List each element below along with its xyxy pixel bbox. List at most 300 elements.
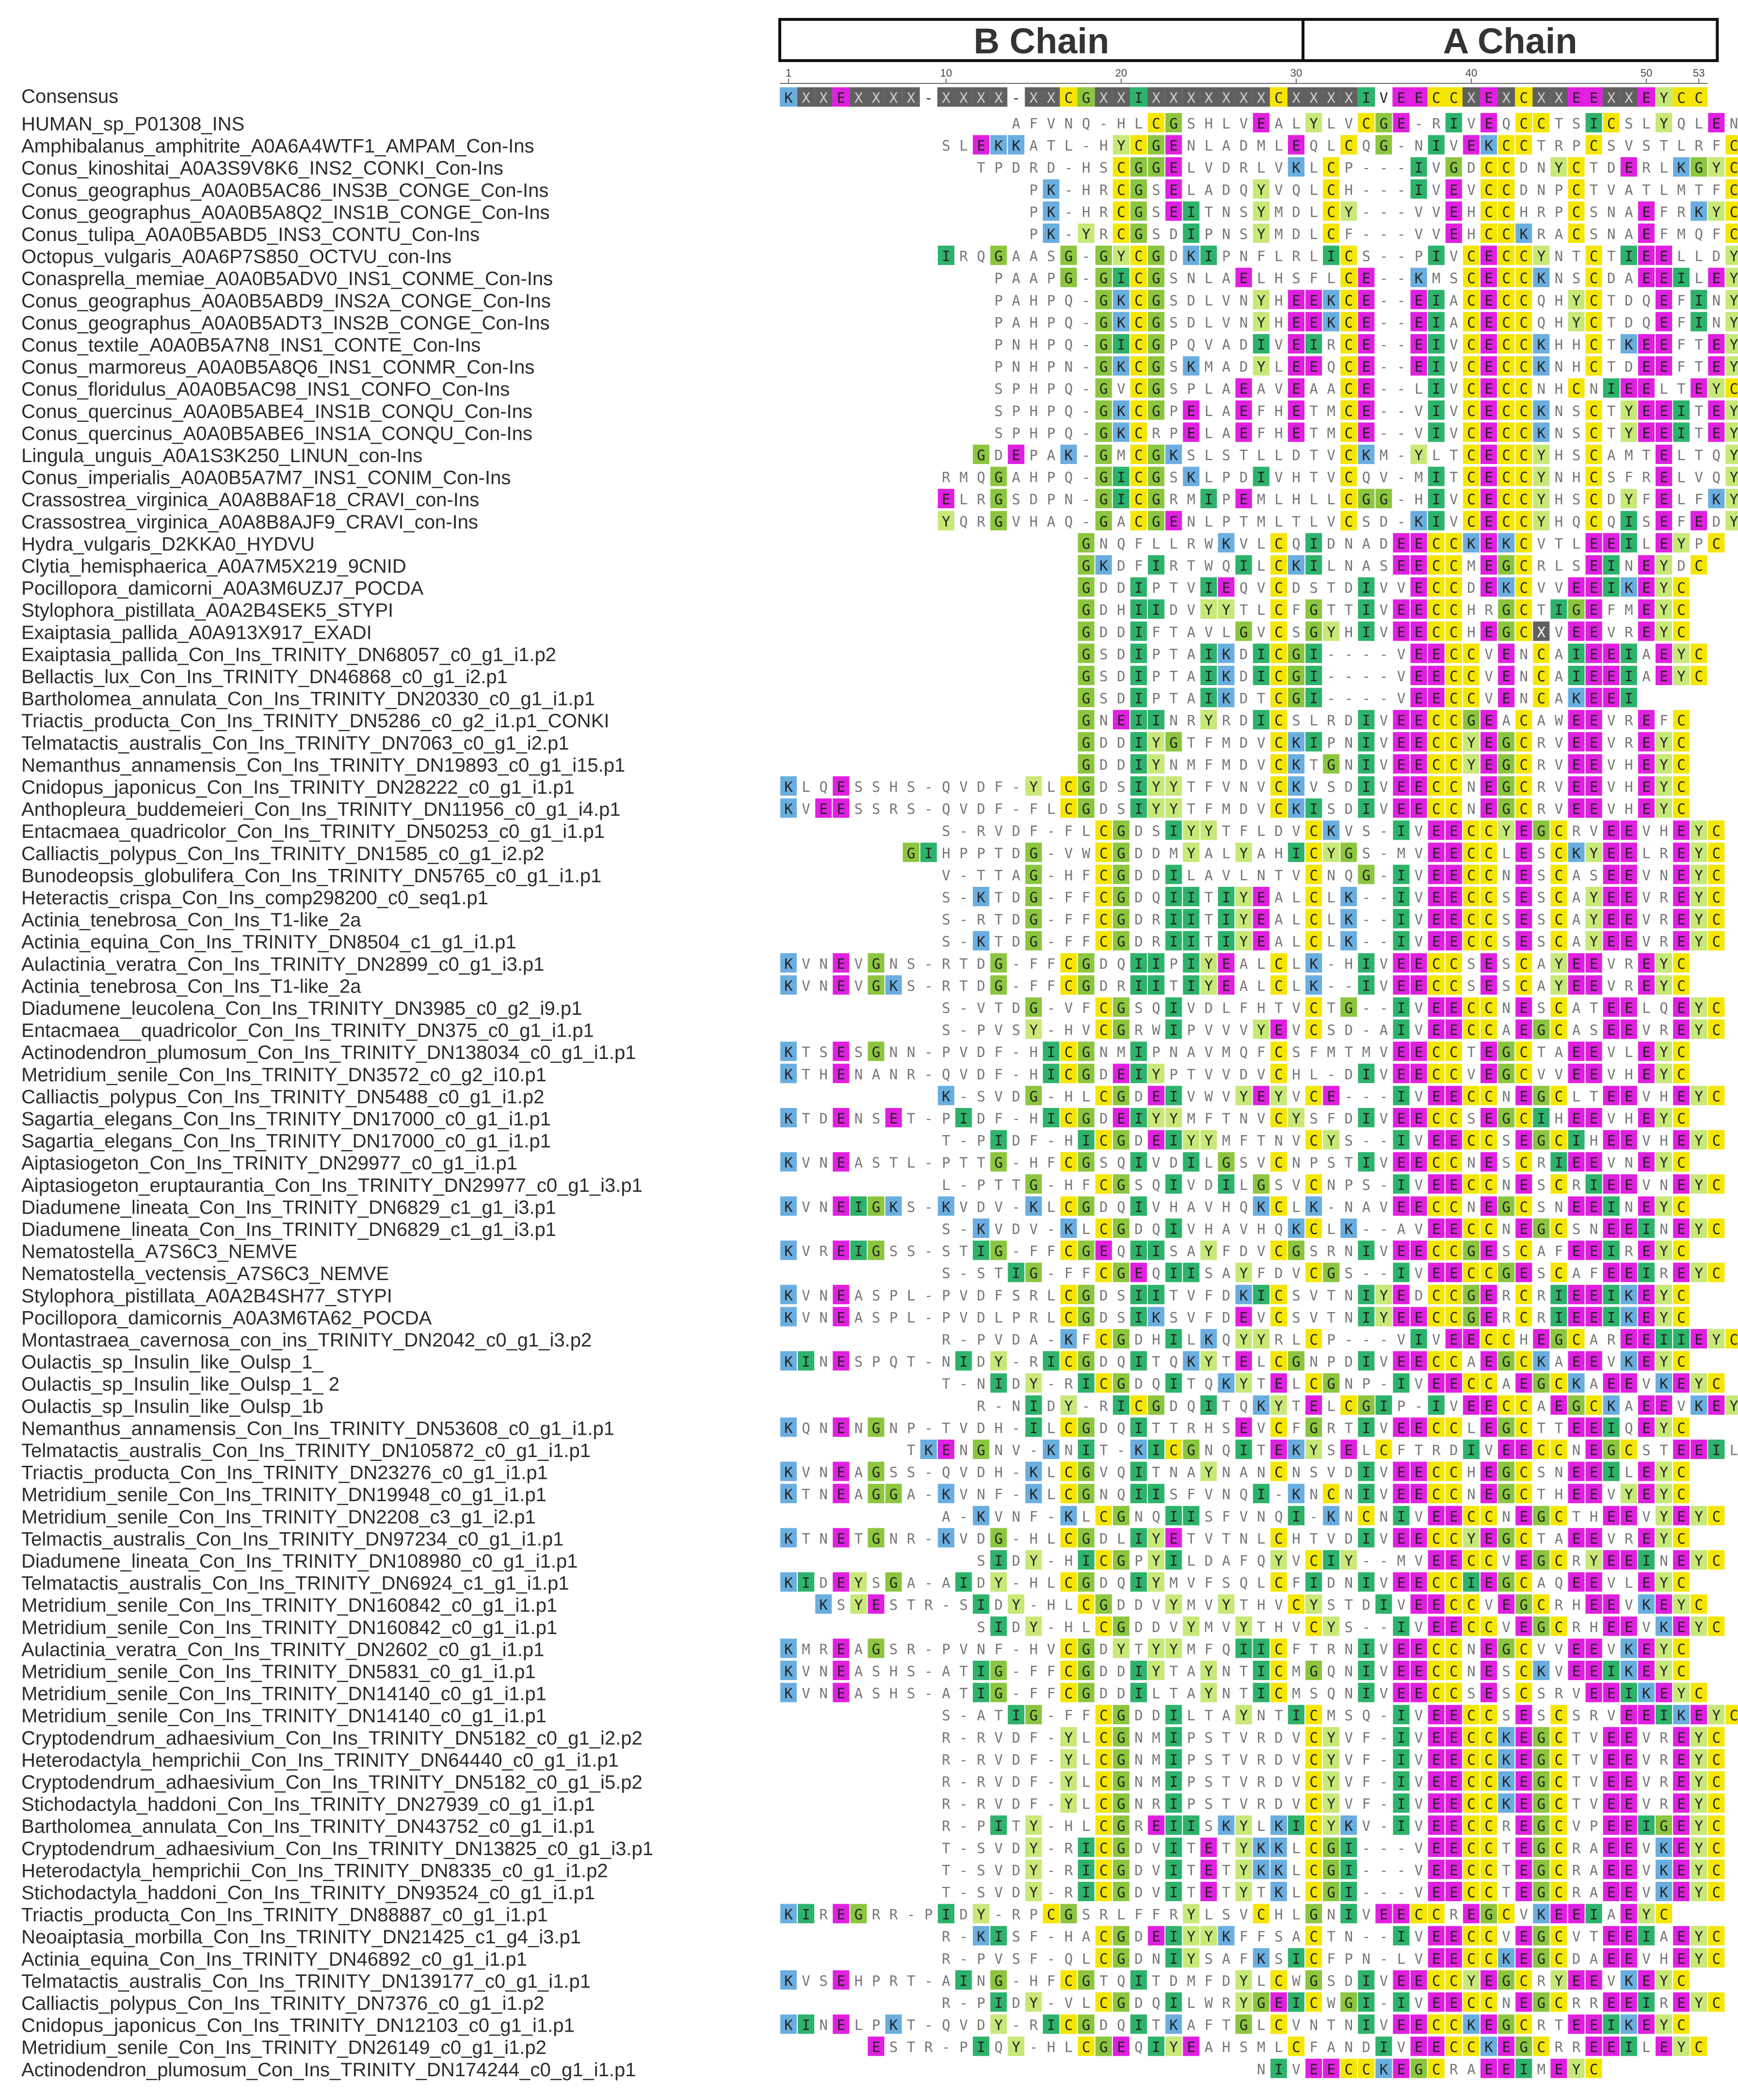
residue: R bbox=[1537, 779, 1546, 795]
residue: I bbox=[1607, 1287, 1615, 1304]
residue: Y bbox=[1730, 491, 1738, 508]
residue: C bbox=[1590, 292, 1598, 309]
residue: K bbox=[1327, 292, 1336, 309]
residue: I bbox=[1432, 469, 1440, 486]
residue: K bbox=[784, 1530, 793, 1547]
residue: K bbox=[942, 1199, 950, 1215]
consensus-residue: X bbox=[854, 90, 863, 106]
residue: L bbox=[1309, 226, 1318, 242]
residue: V bbox=[1537, 1066, 1545, 1083]
residue: E bbox=[1590, 1154, 1598, 1171]
residue: H bbox=[1625, 779, 1633, 795]
b-chain-label: B Chain bbox=[974, 21, 1110, 61]
residue: Y bbox=[1205, 1243, 1213, 1260]
sequence-name: Exaiptasia_pallida_A0A913X917_EXADI bbox=[21, 622, 372, 643]
residue: L bbox=[1327, 115, 1335, 132]
residue: A bbox=[1555, 1530, 1563, 1547]
residue: A bbox=[1537, 1243, 1545, 1260]
sequence-name: Conus_quercinus_A0A0B5ABE6_INS1A_CONQU_Con-Ins bbox=[21, 423, 532, 444]
residue: H bbox=[1555, 381, 1563, 397]
residue: R bbox=[942, 956, 950, 972]
residue: E bbox=[1484, 115, 1493, 132]
residue: I bbox=[1309, 535, 1318, 552]
residue: F bbox=[995, 1044, 1003, 1060]
residue: - bbox=[1047, 867, 1055, 883]
residue: K bbox=[995, 138, 1003, 154]
residue: M bbox=[1205, 359, 1213, 375]
residue: E bbox=[1432, 933, 1440, 950]
residue: D bbox=[1152, 867, 1160, 883]
residue: C bbox=[1520, 381, 1528, 397]
residue: T bbox=[1222, 1354, 1230, 1370]
residue: G bbox=[1502, 558, 1510, 574]
residue: E bbox=[1520, 889, 1528, 906]
residue: H bbox=[1555, 337, 1563, 353]
residue: G bbox=[1117, 1000, 1125, 1016]
residue: K bbox=[1170, 447, 1178, 464]
residue: E bbox=[1642, 1243, 1650, 1260]
residue: E bbox=[1432, 646, 1440, 662]
residue: - bbox=[1380, 160, 1388, 176]
residue: G bbox=[1502, 1641, 1510, 1657]
residue: L bbox=[802, 779, 810, 795]
residue: C bbox=[1590, 425, 1598, 441]
residue: S bbox=[872, 1309, 880, 1326]
sequence-row bbox=[995, 312, 1738, 331]
residue: - bbox=[1012, 1199, 1020, 1215]
residue: C bbox=[1677, 1199, 1685, 1215]
residue: N bbox=[1467, 1199, 1475, 1215]
residue: E bbox=[1572, 801, 1580, 818]
residue: - bbox=[1047, 845, 1055, 862]
residue: M bbox=[1187, 1641, 1195, 1657]
residue: N bbox=[1012, 359, 1020, 375]
residue: E bbox=[1677, 1553, 1685, 1569]
residue: Y bbox=[1695, 867, 1703, 883]
residue: I bbox=[1362, 956, 1370, 972]
residue: Q bbox=[1117, 956, 1125, 972]
residue: G bbox=[1327, 756, 1335, 773]
residue: D bbox=[1625, 292, 1633, 309]
residue: V bbox=[802, 801, 810, 818]
residue: G bbox=[1030, 1265, 1038, 1282]
residue: - bbox=[1012, 1044, 1020, 1060]
residue: D bbox=[1274, 823, 1283, 839]
residue: P bbox=[872, 1354, 880, 1370]
residue: - bbox=[924, 1641, 933, 1657]
residue: A bbox=[1625, 226, 1633, 242]
residue: P bbox=[1695, 535, 1703, 552]
residue: C bbox=[1064, 1575, 1073, 1591]
residue: E bbox=[1397, 558, 1405, 574]
residue: G bbox=[1117, 1508, 1125, 1525]
residue: G bbox=[1345, 1000, 1353, 1016]
residue: G bbox=[1467, 1243, 1475, 1260]
residue: N bbox=[942, 1354, 950, 1370]
residue: G bbox=[1099, 359, 1108, 375]
consensus-residue: X bbox=[907, 90, 916, 106]
residue: K bbox=[1117, 314, 1126, 331]
residue: Y bbox=[1712, 204, 1721, 220]
residue: P bbox=[1152, 580, 1160, 596]
residue: I bbox=[1222, 1177, 1230, 1193]
residue: G bbox=[1152, 381, 1160, 397]
sequence-row bbox=[907, 1440, 1738, 1459]
residue: E bbox=[1327, 1088, 1335, 1105]
residue: N bbox=[1327, 867, 1335, 883]
residue: F bbox=[995, 801, 1003, 818]
residue: C bbox=[1712, 1022, 1721, 1039]
residue: C bbox=[1590, 337, 1598, 353]
residue: R bbox=[907, 1530, 916, 1547]
residue: Q bbox=[1502, 115, 1510, 132]
residue: G bbox=[1099, 469, 1108, 486]
residue: F bbox=[1205, 735, 1213, 751]
residue: G bbox=[1134, 160, 1143, 176]
residue: G bbox=[1152, 248, 1160, 265]
residue: H bbox=[1257, 1000, 1265, 1016]
residue: A bbox=[1642, 668, 1650, 685]
residue: V bbox=[1205, 1486, 1213, 1503]
residue: D bbox=[1625, 314, 1633, 331]
residue: C bbox=[1064, 1110, 1073, 1127]
sequence-row bbox=[942, 1174, 1724, 1194]
residue: P bbox=[942, 1044, 950, 1060]
residue: I bbox=[977, 1597, 985, 1613]
residue: - bbox=[924, 1464, 933, 1481]
residue: T bbox=[1467, 1044, 1475, 1060]
residue: S bbox=[820, 1044, 828, 1060]
residue: K bbox=[1064, 1508, 1073, 1525]
residue: E bbox=[1239, 1420, 1248, 1436]
residue: S bbox=[837, 1597, 845, 1613]
residue: E bbox=[837, 1110, 845, 1127]
residue: E bbox=[1415, 1486, 1423, 1503]
residue: Y bbox=[1239, 933, 1248, 950]
residue: V bbox=[1607, 1575, 1615, 1591]
residue: G bbox=[1117, 1177, 1125, 1193]
residue: A bbox=[854, 1309, 863, 1326]
residue: T bbox=[1257, 690, 1265, 707]
residue: G bbox=[1292, 668, 1300, 685]
residue: R bbox=[1170, 558, 1178, 574]
residue: I bbox=[1362, 735, 1370, 751]
residue: D bbox=[1712, 248, 1721, 265]
residue: I bbox=[1047, 1110, 1055, 1127]
residue: E bbox=[1572, 1110, 1580, 1127]
residue: N bbox=[1064, 359, 1073, 375]
residue: I bbox=[1117, 469, 1125, 486]
residue: I bbox=[1170, 823, 1178, 839]
residue: L bbox=[1309, 491, 1318, 508]
residue: E bbox=[1590, 779, 1598, 795]
residue: D bbox=[1327, 1575, 1335, 1591]
residue: Q bbox=[1222, 1331, 1230, 1348]
residue: H bbox=[1274, 314, 1283, 331]
consensus-residue: X bbox=[1537, 90, 1546, 106]
residue: E bbox=[837, 978, 845, 994]
residue: D bbox=[1012, 933, 1020, 950]
residue: V bbox=[1415, 1376, 1423, 1392]
residue: E bbox=[1537, 1331, 1545, 1348]
residue: V bbox=[1309, 1287, 1318, 1304]
residue: E bbox=[1397, 602, 1405, 618]
residue: Q bbox=[1239, 1044, 1248, 1060]
residue: A bbox=[1205, 182, 1213, 198]
residue: E bbox=[1572, 1066, 1580, 1083]
residue: V bbox=[1064, 845, 1073, 862]
sequence-name: Metridium_senile_Con_Ins_TRINITY_DN19948_c0_g1_i1.p1 bbox=[21, 1484, 547, 1506]
residue: I bbox=[1134, 712, 1143, 729]
residue: C bbox=[1467, 1597, 1475, 1613]
residue: S bbox=[942, 1243, 950, 1260]
residue: N bbox=[1502, 1221, 1510, 1237]
residue: M bbox=[1222, 735, 1230, 751]
residue: D bbox=[1292, 580, 1300, 596]
residue: V bbox=[959, 1199, 967, 1215]
residue: E bbox=[1397, 1530, 1405, 1547]
residue: N bbox=[1555, 248, 1563, 265]
residue: Q bbox=[1064, 513, 1073, 530]
residue: N bbox=[1187, 270, 1195, 287]
residue: - bbox=[1012, 1641, 1020, 1657]
residue: F bbox=[1082, 1177, 1090, 1193]
residue: C bbox=[1502, 314, 1510, 331]
residue: V bbox=[1239, 535, 1248, 552]
residue: T bbox=[1170, 978, 1178, 994]
residue: G bbox=[1537, 1133, 1545, 1149]
sequence-name: Montastraea_cavernosa_con_ins_TRINITY_DN2042_c0_g1_i3.p2 bbox=[21, 1330, 592, 1351]
residue: Q bbox=[1659, 1000, 1668, 1016]
residue: I bbox=[1152, 1486, 1160, 1503]
residue: H bbox=[1064, 1088, 1073, 1105]
residue: E bbox=[1520, 912, 1528, 928]
residue: T bbox=[1257, 1442, 1265, 1459]
residue: G bbox=[1082, 535, 1090, 552]
residue: P bbox=[995, 314, 1003, 331]
residue: A bbox=[1187, 1199, 1195, 1215]
residue: V bbox=[1030, 1221, 1038, 1237]
residue: I bbox=[1170, 1376, 1178, 1392]
residue: V bbox=[1274, 160, 1283, 176]
residue: - bbox=[1380, 1553, 1388, 1569]
residue: G bbox=[1117, 867, 1125, 883]
residue: R bbox=[977, 513, 985, 530]
residue: K bbox=[1047, 182, 1056, 198]
residue: R bbox=[1625, 735, 1633, 751]
residue: K bbox=[1327, 314, 1336, 331]
residue: C bbox=[1537, 1597, 1545, 1613]
residue: T bbox=[1677, 381, 1685, 397]
sequence-name: Conus_geographus_A0A0B5ABD9_INS2A_CONGE_Con-Ins bbox=[21, 290, 551, 312]
residue: C bbox=[1099, 1376, 1108, 1392]
residue: - bbox=[1362, 933, 1370, 950]
residue: C bbox=[1345, 403, 1353, 419]
residue: C bbox=[1712, 912, 1721, 928]
residue: Y bbox=[1659, 1486, 1668, 1503]
residue: V bbox=[1607, 1066, 1615, 1083]
residue: E bbox=[837, 1486, 845, 1503]
residue: R bbox=[1170, 491, 1178, 508]
residue: G bbox=[1327, 1376, 1335, 1392]
residue: T bbox=[959, 1243, 967, 1260]
residue: N bbox=[1012, 1398, 1020, 1414]
residue: V bbox=[1432, 160, 1440, 176]
residue: Y bbox=[1257, 226, 1265, 242]
residue: F bbox=[1064, 889, 1073, 906]
sequence-name: Conasprella_memiae_A0A0B5ADV0_INS1_CONME_Con-Ins bbox=[21, 268, 553, 289]
residue: E bbox=[1659, 403, 1668, 419]
residue: L bbox=[1205, 314, 1213, 331]
residue: C bbox=[1274, 1199, 1283, 1215]
residue: Y bbox=[1695, 1619, 1703, 1635]
residue: E bbox=[837, 1309, 845, 1326]
residue: I bbox=[1415, 160, 1423, 176]
residue: L bbox=[1415, 381, 1423, 397]
residue: F bbox=[1082, 1331, 1090, 1348]
residue: S bbox=[1170, 270, 1178, 287]
residue: C bbox=[1520, 1641, 1528, 1657]
residue: Y bbox=[1380, 1309, 1388, 1326]
residue: L bbox=[1327, 933, 1335, 950]
residue: F bbox=[1309, 270, 1318, 287]
residue: S bbox=[1537, 1199, 1545, 1215]
residue: I bbox=[1134, 756, 1143, 773]
residue: E bbox=[1397, 1309, 1405, 1326]
sequence-row bbox=[1078, 732, 1690, 752]
residue: F bbox=[1082, 1265, 1090, 1282]
residue: E bbox=[1642, 1398, 1650, 1414]
residue: I bbox=[1117, 491, 1125, 508]
residue: Y bbox=[1659, 624, 1668, 641]
residue: C bbox=[1555, 1088, 1563, 1105]
residue: I bbox=[1134, 580, 1143, 596]
residue: R bbox=[1607, 1331, 1616, 1348]
residue: - bbox=[1362, 690, 1370, 707]
residue: S bbox=[872, 1287, 880, 1304]
residue: V bbox=[1327, 469, 1335, 486]
residue: C bbox=[1327, 1486, 1335, 1503]
residue: - bbox=[959, 1376, 967, 1392]
residue: S bbox=[942, 1000, 950, 1016]
residue: E bbox=[1695, 1331, 1703, 1348]
residue: D bbox=[1134, 1597, 1143, 1613]
residue: E bbox=[837, 779, 845, 795]
residue: F bbox=[1257, 248, 1265, 265]
residue: Y bbox=[1712, 381, 1721, 397]
residue: - bbox=[1082, 359, 1090, 375]
residue: - bbox=[1397, 160, 1405, 176]
residue: I bbox=[1397, 1000, 1405, 1016]
residue: H bbox=[1030, 359, 1038, 375]
residue: C bbox=[1467, 845, 1475, 862]
residue: C bbox=[1099, 823, 1108, 839]
residue: E bbox=[1484, 580, 1493, 596]
residue: L bbox=[1274, 513, 1283, 530]
residue: L bbox=[1642, 845, 1650, 862]
residue: G bbox=[1030, 845, 1038, 862]
residue: C bbox=[1432, 956, 1440, 972]
residue: E bbox=[1502, 690, 1510, 707]
residue: S bbox=[1170, 314, 1178, 331]
residue: E bbox=[1607, 933, 1615, 950]
residue: V bbox=[1274, 337, 1283, 353]
residue: C bbox=[1467, 447, 1475, 464]
residue: V bbox=[1327, 447, 1335, 464]
residue: - bbox=[1047, 1265, 1055, 1282]
residue: - bbox=[1082, 314, 1090, 331]
residue: V bbox=[1537, 535, 1545, 552]
residue: T bbox=[1327, 602, 1335, 618]
residue: C bbox=[1677, 1154, 1685, 1171]
residue: T bbox=[1274, 1000, 1283, 1016]
residue: C bbox=[1345, 359, 1353, 375]
residue: E bbox=[1520, 1022, 1528, 1039]
residue: G bbox=[1502, 1265, 1510, 1282]
residue: V bbox=[959, 1530, 967, 1547]
residue: E bbox=[1397, 1464, 1405, 1481]
residue: S bbox=[1572, 115, 1580, 132]
residue: E bbox=[1292, 359, 1300, 375]
residue: V bbox=[1292, 1553, 1300, 1569]
residue: I bbox=[1309, 337, 1318, 353]
residue: - bbox=[1012, 1354, 1020, 1370]
residue: Y bbox=[1239, 912, 1248, 928]
residue: G bbox=[1082, 801, 1090, 818]
residue: F bbox=[995, 1486, 1003, 1503]
residue: V bbox=[1415, 1508, 1423, 1525]
residue: F bbox=[995, 1641, 1003, 1657]
residue: S bbox=[1205, 1508, 1213, 1525]
residue: C bbox=[1484, 182, 1493, 198]
residue: N bbox=[1502, 1000, 1510, 1016]
residue: - bbox=[924, 1243, 933, 1260]
residue: V bbox=[1205, 1597, 1213, 1613]
residue: E bbox=[1432, 867, 1440, 883]
residue: G bbox=[1292, 646, 1300, 662]
residue: F bbox=[1695, 491, 1703, 508]
residue: C bbox=[1467, 1022, 1475, 1039]
residue: E bbox=[1607, 646, 1615, 662]
residue: C bbox=[1449, 1597, 1458, 1613]
sequence-row bbox=[938, 246, 1738, 265]
residue: E bbox=[889, 1110, 898, 1127]
residue: E bbox=[1449, 1000, 1458, 1016]
residue: K bbox=[1712, 491, 1721, 508]
residue: E bbox=[1397, 624, 1405, 641]
residue: - bbox=[924, 1066, 933, 1083]
residue: T bbox=[802, 1486, 810, 1503]
residue: K bbox=[1484, 138, 1493, 154]
residue: V bbox=[1397, 580, 1405, 596]
residue: V bbox=[1607, 1110, 1615, 1127]
residue: D bbox=[1467, 160, 1475, 176]
residue: L bbox=[1572, 1088, 1580, 1105]
residue: E bbox=[1677, 889, 1685, 906]
sequence-name: Aulactinia_veratra_Con_Ins_TRINITY_DN2602_c0_g1_i1.p1 bbox=[21, 1639, 544, 1660]
residue: E bbox=[1415, 756, 1423, 773]
residue: G bbox=[1082, 1044, 1090, 1060]
residue: D bbox=[977, 1287, 985, 1304]
residue: I bbox=[1362, 1420, 1370, 1436]
residue: I bbox=[1362, 1243, 1370, 1260]
residue: A bbox=[1222, 359, 1230, 375]
residue: L bbox=[1309, 182, 1318, 198]
residue: - bbox=[1380, 292, 1388, 309]
residue: K bbox=[1642, 1597, 1651, 1613]
residue: V bbox=[1292, 1177, 1300, 1193]
residue: T bbox=[942, 1133, 950, 1149]
